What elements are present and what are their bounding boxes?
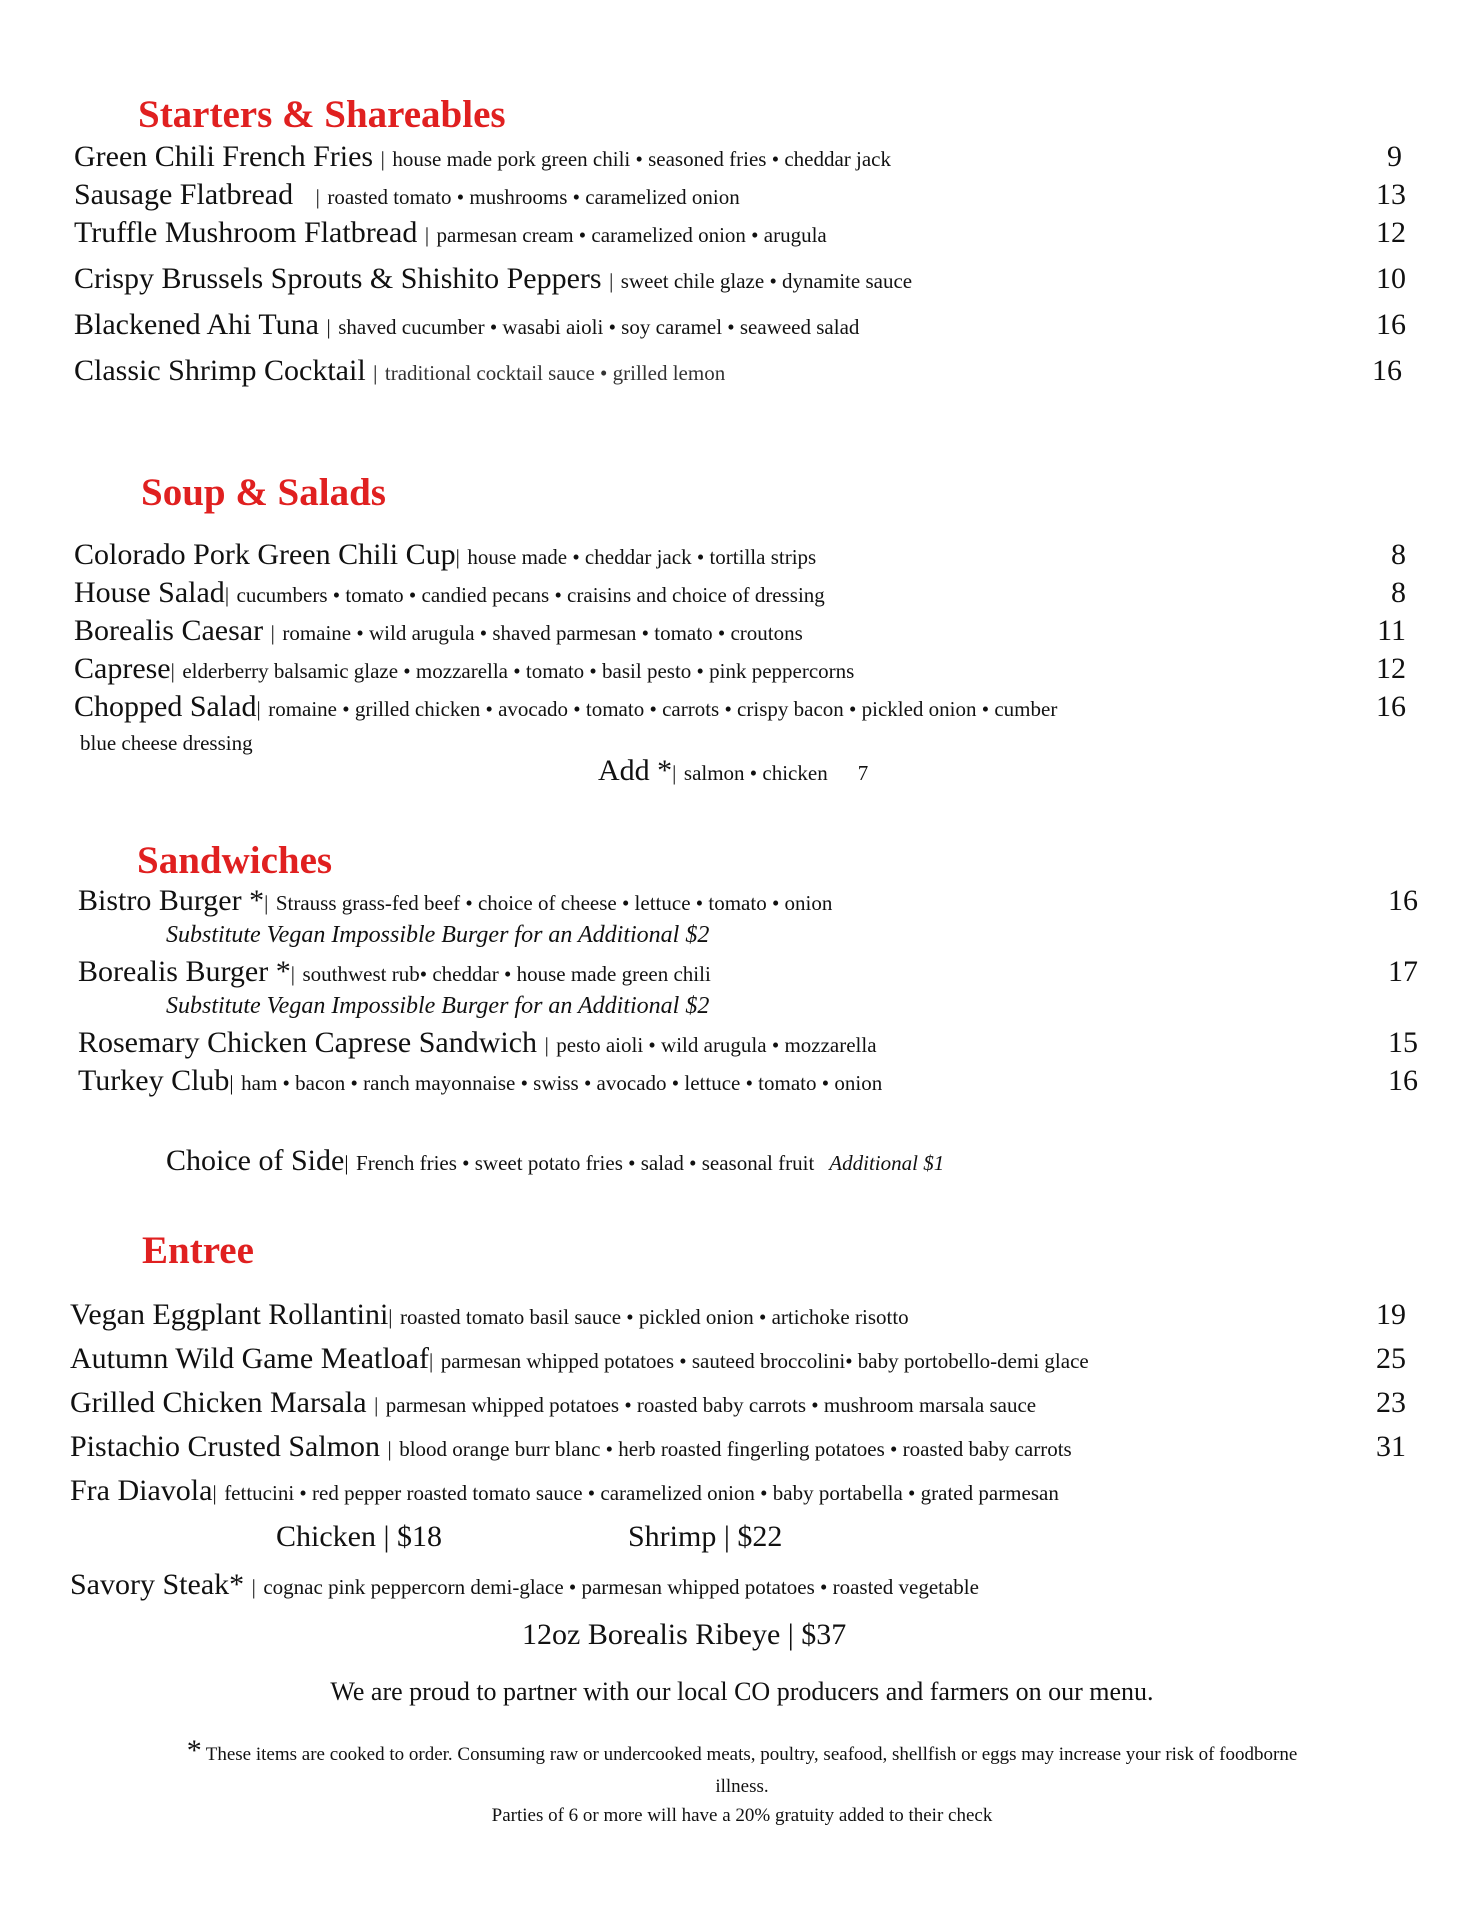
item-description: southwest rub• cheddar • house made green chili <box>302 962 711 986</box>
menu-item <box>70 1342 1089 1376</box>
side-options: French fries • sweet potato fries • salad • seasonal fruit <box>356 1151 815 1175</box>
item-name: Borealis Caesar <box>74 614 264 647</box>
separator: | <box>326 315 331 339</box>
item-description: house made pork green chili • seasoned fries • cheddar jack <box>392 147 892 171</box>
item-description: Strauss grass-fed beef • choice of cheese • lettuce • tomato • onion <box>275 891 833 915</box>
food-warning-line1: These items are cooked to order. Consuming raw or undercooked meats, poultry, seafood, shellfish or eggs may increase your risk of foodborne <box>205 1744 1298 1765</box>
separator: | <box>251 1575 256 1599</box>
menu-item <box>78 884 832 918</box>
partner-statement: We are proud to partner with our local CO producers and farmers on our menu. <box>330 1677 1154 1706</box>
item-description: roasted tomato • mushrooms • caramelized onion <box>327 185 740 209</box>
item-name: Classic Shrimp Cocktail <box>74 354 366 387</box>
item-name: Rosemary Chicken Caprese Sandwich <box>78 1026 538 1059</box>
separator: | <box>212 1481 217 1505</box>
substitution-note: Substitute Vegan Impossible Burger for an Additional $2 <box>166 922 710 948</box>
item-price: 13 <box>1376 178 1406 211</box>
menu-item <box>70 1568 979 1602</box>
item-price: 10 <box>1376 262 1406 295</box>
add-on-price: 7 <box>857 761 869 785</box>
menu-item <box>74 576 825 610</box>
separator: | <box>224 583 230 607</box>
separator: | <box>388 1305 393 1329</box>
item-price: 16 <box>1376 308 1406 341</box>
item-price: 16 <box>1376 690 1406 723</box>
item-description: blood orange burr blanc • herb roasted fingerling potatoes • roasted baby carrots <box>399 1437 1072 1461</box>
fra-option-chicken: Chicken | $18 <box>276 1520 442 1553</box>
item-name: Bistro Burger * <box>78 884 265 917</box>
item-name: Turkey Club <box>78 1064 230 1097</box>
separator: | <box>229 1071 234 1095</box>
separator: | <box>270 621 275 645</box>
heading-soups: Soup & Salads <box>141 471 386 514</box>
heading-sandwiches: Sandwiches <box>137 839 333 882</box>
item-price: 16 <box>1388 1064 1418 1097</box>
item-name: Colorado Pork Green Chili Cup <box>74 538 456 571</box>
item-name: Grilled Chicken Marsala <box>70 1386 367 1419</box>
item-name: Sausage Flatbread <box>74 178 294 211</box>
menu-item <box>74 262 912 296</box>
item-price: 12 <box>1376 216 1406 249</box>
asterisk: * <box>186 1734 202 1767</box>
separator: | <box>544 1033 549 1057</box>
item-description: romaine • wild arugula • shaved parmesan • tomato • croutons <box>282 621 803 645</box>
item-description: parmesan whipped potatoes • roasted baby carrots • mushroom marsala sauce <box>385 1393 1037 1417</box>
item-name: House Salad <box>74 576 225 609</box>
item-description: parmesan whipped potatoes • sauteed broccolini• baby portobello-demi glace <box>440 1349 1089 1373</box>
substitution-note: Substitute Vegan Impossible Burger for an Additional $2 <box>166 993 710 1019</box>
separator: | <box>344 1151 349 1175</box>
item-description: fettucini • red pepper roasted tomato sauce • caramelized onion • baby portabella • grated parmesan <box>224 1481 1059 1505</box>
item-name: Vegan Eggplant Rollantini <box>70 1298 389 1331</box>
menu-item <box>74 140 891 174</box>
item-price: 25 <box>1376 1342 1406 1375</box>
menu-item <box>70 1298 909 1332</box>
item-price: 16 <box>1372 354 1402 387</box>
separator: | <box>170 659 175 683</box>
item-name: Green Chili French Fries <box>74 140 374 173</box>
item-description: cucumbers • tomato • candied pecans • craisins and choice of dressing <box>236 583 825 607</box>
separator: | <box>256 697 261 721</box>
item-name: Blackened Ahi Tuna <box>74 308 319 341</box>
add-on-label: Add * <box>598 754 673 787</box>
menu-item <box>74 690 1057 724</box>
separator: | <box>264 891 269 915</box>
add-on-options: salmon • chicken <box>683 761 828 785</box>
menu-item <box>78 1064 882 1098</box>
item-description: elderberry balsamic glaze • mozzarella • tomato • basil pesto • pink peppercorns <box>182 659 855 683</box>
separator: | <box>290 962 295 986</box>
item-price: 17 <box>1388 955 1418 988</box>
item-name: Fra Diavola <box>70 1474 213 1507</box>
side-extra: Additional $1 <box>829 1151 945 1175</box>
item-price: 15 <box>1388 1026 1418 1059</box>
item-description: house made • cheddar jack • tortilla strips <box>467 545 817 569</box>
separator: | <box>424 223 430 247</box>
menu-item <box>74 178 740 212</box>
gratuity-note: Parties of 6 or more will have a 20% gratuity added to their check <box>491 1805 993 1826</box>
item-description: roasted tomato basil sauce • pickled onion • artichoke risotto <box>400 1305 909 1329</box>
menu-item <box>74 216 827 250</box>
side-label: Choice of Side <box>166 1144 345 1177</box>
item-price: 23 <box>1376 1386 1406 1419</box>
item-name: Borealis Burger * <box>78 955 291 988</box>
menu-item <box>74 308 859 342</box>
item-name: Chopped Salad <box>74 690 257 723</box>
menu-item <box>78 955 711 989</box>
separator: | <box>374 1393 379 1417</box>
side-choice <box>166 1144 944 1178</box>
item-price: 11 <box>1377 614 1406 647</box>
separator: | <box>380 147 385 171</box>
menu-item <box>70 1474 1059 1508</box>
item-name: Savory Steak* <box>70 1568 245 1601</box>
separator: | <box>609 269 614 293</box>
menu-item <box>74 614 803 648</box>
item-description: sweet chile glaze • dynamite sauce <box>620 269 913 293</box>
item-description: traditional cocktail sauce • grilled lemon <box>384 361 726 385</box>
add-on <box>598 754 868 788</box>
separator: | <box>672 761 677 785</box>
item-description: pesto aioli • wild arugula • mozzarella <box>556 1033 877 1057</box>
item-price: 8 <box>1391 576 1406 609</box>
item-name: Crispy Brussels Sprouts & Shishito Peppers <box>74 262 602 295</box>
separator: | <box>315 185 320 209</box>
menu-item <box>78 1026 877 1060</box>
item-price: 16 <box>1388 884 1418 917</box>
food-warning-line2: illness. <box>715 1776 769 1797</box>
item-price: 19 <box>1376 1298 1406 1331</box>
item-description: cognac pink peppercorn demi-glace • parmesan whipped potatoes • roasted vegetable <box>263 1575 979 1599</box>
separator: | <box>455 545 460 569</box>
item-name: Truffle Mushroom Flatbread <box>74 216 418 249</box>
separator: | <box>373 361 378 385</box>
menu-item <box>70 1430 1072 1464</box>
item-description: ham • bacon • ranch mayonnaise • swiss • avocado • lettuce • tomato • onion <box>241 1071 883 1095</box>
item-name: Pistachio Crusted Salmon <box>70 1430 380 1463</box>
item-description: parmesan cream • caramelized onion • arugula <box>436 223 827 247</box>
item-name: Caprese <box>74 652 171 685</box>
fra-option-shrimp: Shrimp | $22 <box>628 1520 783 1553</box>
menu-item <box>74 538 816 572</box>
item-price: 9 <box>1387 140 1402 173</box>
item-description: romaine • grilled chicken • avocado • tomato • carrots • crispy bacon • pickled onion • cumber <box>268 697 1058 721</box>
separator: | <box>387 1437 392 1461</box>
menu-item <box>74 354 725 388</box>
item-name: Autumn Wild Game Meatloaf <box>70 1342 429 1375</box>
separator: | <box>429 1349 434 1373</box>
ribeye-option: 12oz Borealis Ribeye | $37 <box>522 1618 847 1651</box>
heading-entree: Entree <box>142 1229 254 1272</box>
food-warning <box>0 1734 1484 1768</box>
item-price: 8 <box>1391 538 1406 571</box>
heading-starters: Starters & Shareables <box>138 93 506 136</box>
item-description: shaved cucumber • wasabi aioli • soy caramel • seaweed salad <box>338 315 860 339</box>
item-description-continued: blue cheese dressing <box>80 731 253 755</box>
item-price: 12 <box>1376 652 1406 685</box>
item-price: 31 <box>1376 1430 1406 1463</box>
menu-item <box>74 652 854 686</box>
menu-item <box>70 1386 1036 1420</box>
